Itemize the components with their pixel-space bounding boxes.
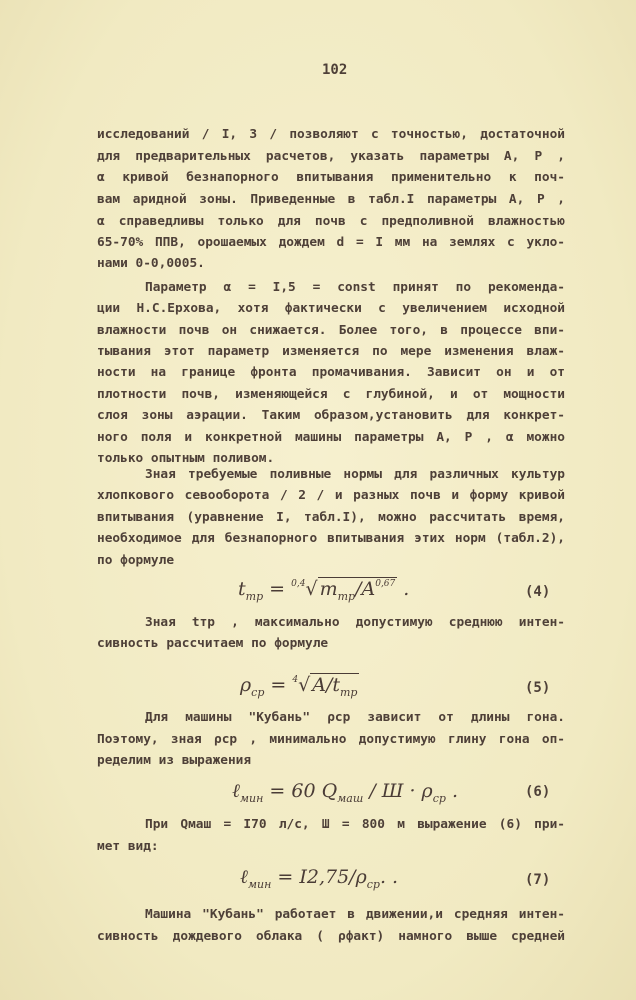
formula-symbol: t [332,674,340,696]
root-index: 4 [292,675,299,685]
text-line: нами 0-0,0005. [97,256,205,271]
text-line: впитывания (уравнение I, табл.I), можно рассчитать время, [97,510,565,525]
formula-operator: = [263,578,292,600]
formula-symbol: t [238,578,246,600]
formula-6 [232,780,458,805]
formula-subscript: тр [245,590,264,603]
text-line: ции Н.С.Ерхова, хотя фактически с увеличением исходной [97,301,565,316]
formula-4 [238,578,409,603]
page-number: 102 [322,62,348,78]
text-line: плотности почв, изменяющейся с глубиной, и от мощности [97,387,565,402]
formula-operator: / [325,674,333,696]
formula-punct: . . [379,866,399,888]
formula-symbol: ℓ [240,866,248,888]
text-line: Зная требуемые поливные нормы для различных культур [145,467,565,482]
text-line: α справедливы только для почв с предполивной влажностью [97,214,565,229]
text-line: необходимое для безнапорного впитывания этих норм (табл.2), [97,531,565,546]
formula-superscript: 0,67 [375,579,396,589]
formula-symbol: ρ [240,674,252,696]
text-line: Зная tтр , максимально допустимую среднюю интен- [145,615,565,630]
formula-punct: . [445,780,459,802]
formula-symbol: A [312,674,326,696]
formula-subscript: маш [337,792,364,805]
formula-subscript: тр [340,686,358,699]
formula-expression: / Ш · ρ [363,780,433,802]
formula-subscript: ср [251,686,265,699]
text-line: сивность рассчитаем по формуле [97,636,329,651]
text-line: α кривой безнапорного впитывания применительно к поч- [97,170,565,185]
text-line: исследований / I, 3 / позволяют с точностью, достаточной [97,127,565,142]
formula-operator: / [355,578,362,600]
text-line: Для машины "Кубань" ρср зависит от длины гона. [145,710,565,725]
text-line: слоя зоны аэрации. Таким образом,установить для конкрет- [97,408,565,423]
text-line: сивность дождевого облака ( ρфакт) намного выше средней [97,929,565,944]
formula-subscript: ср [366,878,380,891]
formula-symbol: ℓ [232,780,240,802]
text-line: только опытным поливом. [97,451,275,466]
text-line: При Qмаш = I70 л/с, Ш = 800 м выражение (6) при- [145,817,565,832]
formula-symbol: A [361,578,376,600]
text-line: хлопкового севооборота / 2 / и разных почв и форму кривой [97,488,565,503]
equation-number: (6) [525,784,551,800]
text-line: ного поля и конкретной машины параметры А, P , α можно [97,430,565,445]
root-index: 0,4 [291,579,306,589]
formula-subscript: тр [337,590,356,603]
text-line: для предварительных расчетов, указать параметры А, P , [97,149,565,164]
formula-operator: = [264,674,293,696]
root-sign-icon: √ [298,674,311,696]
formula-subscript: ср [432,792,446,805]
equation-number: (7) [525,872,551,888]
formula-punct: . [397,578,410,600]
text-line: вам аридной зоны. Приведенные в табл.I параметры А, P , [97,192,565,207]
formula-expression: = 60 Q [263,780,338,802]
equation-number: (5) [525,680,551,696]
formula-subscript: мин [247,878,272,891]
text-line: по формуле [97,553,175,568]
text-line: влажности почв он снижается. Более того, в процессе впи- [97,323,565,338]
formula-symbol: m [319,578,338,600]
formula-subscript: мин [239,792,264,805]
radicand [318,577,398,603]
text-line: Машина "Кубань" работает в движении,и средняя интен- [145,907,565,922]
text-line: Параметр α = I,5 = const принят по рекоменда- [145,280,565,295]
text-line: Поэтому, зная ρср , минимально допустимую глину гона оп- [97,732,565,747]
equation-number: (4) [525,584,551,600]
text-line: ности на границе фронта промачивания. Зависит он и от [97,365,565,380]
formula-7 [240,866,398,891]
text-line: тывания этот параметр изменяется по мере изменения влаж- [97,344,565,359]
radicand [310,673,359,699]
text-line: 65-70% ППВ, орошаемых дождем d = I мм на землях с укло- [97,235,565,250]
formula-5 [240,674,359,699]
root-sign-icon: √ [305,578,318,600]
formula-expression: = I2,75/ρ [271,866,367,888]
text-line: мет вид: [97,839,159,854]
text-line: ределим из выражения [97,753,252,768]
